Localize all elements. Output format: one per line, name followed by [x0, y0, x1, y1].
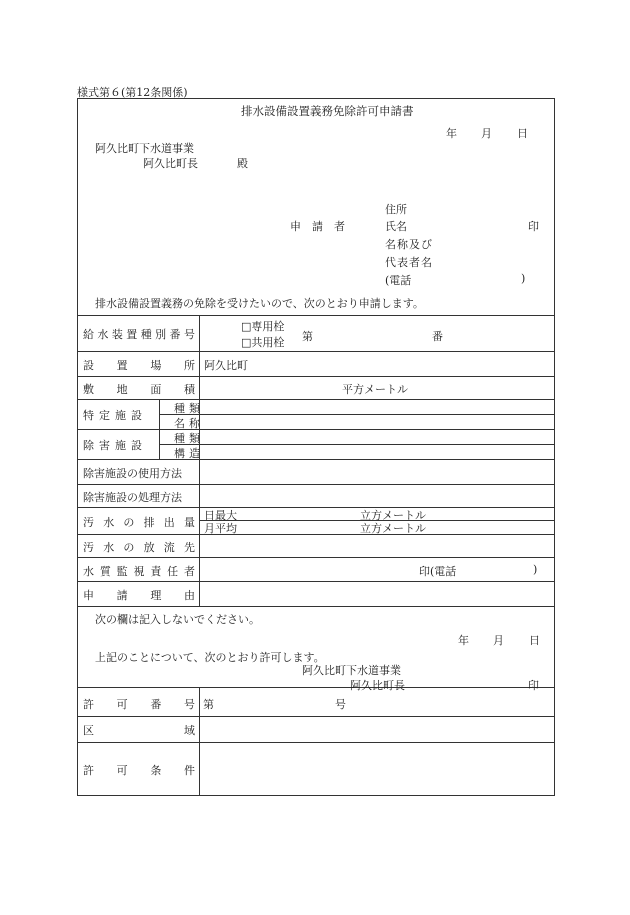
applicant-phone-close: ) — [521, 272, 526, 285]
quality-manager-seal-phone: 印(電話 — [419, 565, 457, 578]
permit-conditions-label: 許 可 条 件 — [83, 764, 195, 777]
application-form — [77, 98, 555, 796]
rule — [78, 315, 554, 316]
rule — [199, 687, 200, 796]
specific-facility-type-label: 種類 — [174, 402, 204, 415]
shared-tap-label: 共用栓 — [251, 336, 285, 349]
rule — [159, 414, 555, 415]
rule — [78, 484, 554, 485]
site-area-label: 敷 地 面 積 — [83, 383, 195, 396]
discharge-destination-label: 汚 水 の 放 流 先 — [83, 541, 195, 554]
specific-facility-label: 特定施設 — [83, 409, 147, 422]
rule — [78, 742, 554, 743]
addressee-title: 阿久比町長 — [143, 157, 198, 170]
usage-method-label: 除害施設の使用方法 — [83, 467, 182, 480]
treatment-method-label: 除害施設の処理方法 — [83, 491, 182, 504]
quality-manager-phone-close: ) — [533, 563, 538, 576]
exclusive-tap-checkbox[interactable] — [241, 318, 284, 334]
applicant-label: 申 請 者 — [290, 220, 345, 233]
form-number: 様式第６(第12条関係) — [77, 86, 188, 99]
permit-number-prefix: 第 — [203, 698, 214, 711]
rule — [78, 376, 554, 377]
request-text: 排水設備設置義務の免除を受けたいので、次のとおり申請します。 — [95, 297, 424, 310]
location-value: 阿久比町 — [204, 359, 248, 372]
permit-number-label: 許 可 番 号 — [83, 698, 195, 711]
permit-number-suffix: 号 — [335, 698, 346, 711]
addressee-org: 阿久比町下水道事業 — [95, 142, 194, 155]
removal-facility-type-label: 種類 — [174, 432, 204, 445]
applicant-seal: 印 — [528, 220, 539, 233]
area-label-char: 域 — [184, 724, 195, 737]
rule — [78, 557, 554, 558]
permit-title: 阿久比町長 — [350, 679, 405, 692]
location-label: 設 置 場 所 — [83, 359, 195, 372]
applicant-name-rep-2: 代表者名 — [385, 256, 433, 269]
rule — [78, 507, 554, 508]
rule — [159, 399, 160, 459]
date-day: 日 — [517, 127, 528, 140]
permit-date-day: 日 — [529, 634, 540, 647]
permit-org: 阿久比町下水道事業 — [302, 664, 401, 677]
rule — [78, 459, 554, 460]
site-area-unit: 平方メートル — [342, 383, 408, 396]
discharge-monthly-avg: 月平均 — [204, 522, 237, 535]
permit-area-label — [83, 722, 195, 738]
applicant-name-label: 氏名 — [385, 220, 407, 233]
rule — [78, 399, 554, 400]
area-label-char: 区 — [83, 724, 94, 737]
discharge-monthly-unit: 立方メートル — [360, 522, 426, 535]
rule — [78, 606, 554, 607]
discharge-label: 汚 水 の 排 出 量 — [83, 516, 195, 529]
supply-number-suffix: 番 — [432, 330, 443, 343]
rule — [78, 429, 554, 430]
rule — [78, 687, 554, 688]
area-label-chars — [83, 722, 195, 738]
applicant-phone-open: (電話 — [385, 274, 412, 287]
removal-facility-structure-label: 構造 — [174, 447, 204, 460]
date-year: 年 — [446, 127, 457, 140]
supply-number-prefix: 第 — [302, 330, 313, 343]
permit-text: 上記のことについて、次のとおり許可します。 — [95, 651, 325, 664]
permit-date-year: 年 — [458, 634, 469, 647]
rule — [78, 534, 554, 535]
rule — [159, 444, 555, 445]
rule — [78, 581, 554, 582]
specific-facility-name-label: 名称 — [174, 417, 204, 430]
discharge-daily-unit: 立方メートル — [360, 509, 426, 522]
quality-manager-label: 水 質 監 視 責 任 者 — [83, 565, 195, 578]
applicant-name-rep-1: 名称及び — [385, 238, 433, 251]
addressee-honorific: 殿 — [237, 157, 248, 170]
shared-tap-checkbox[interactable] — [241, 334, 284, 350]
applicant-address-label: 住所 — [385, 203, 407, 216]
supply-type-label: 給 水 装 置 種 別 番 号 — [83, 328, 195, 341]
permit-seal: 印 — [528, 679, 539, 692]
date-month: 月 — [481, 127, 492, 140]
discharge-daily-max: 日最大 — [204, 509, 237, 522]
rule — [78, 351, 554, 352]
rule — [78, 716, 554, 717]
reason-label: 申 請 理 由 — [83, 589, 195, 602]
permit-date-month: 月 — [493, 634, 504, 647]
office-use-note: 次の欄は記入しないでください。 — [95, 613, 260, 626]
removal-facility-label: 除害施設 — [83, 439, 147, 452]
exclusive-tap-label: 専用栓 — [251, 320, 285, 333]
form-title: 排水設備設置義務免除許可申請書 — [241, 104, 414, 118]
